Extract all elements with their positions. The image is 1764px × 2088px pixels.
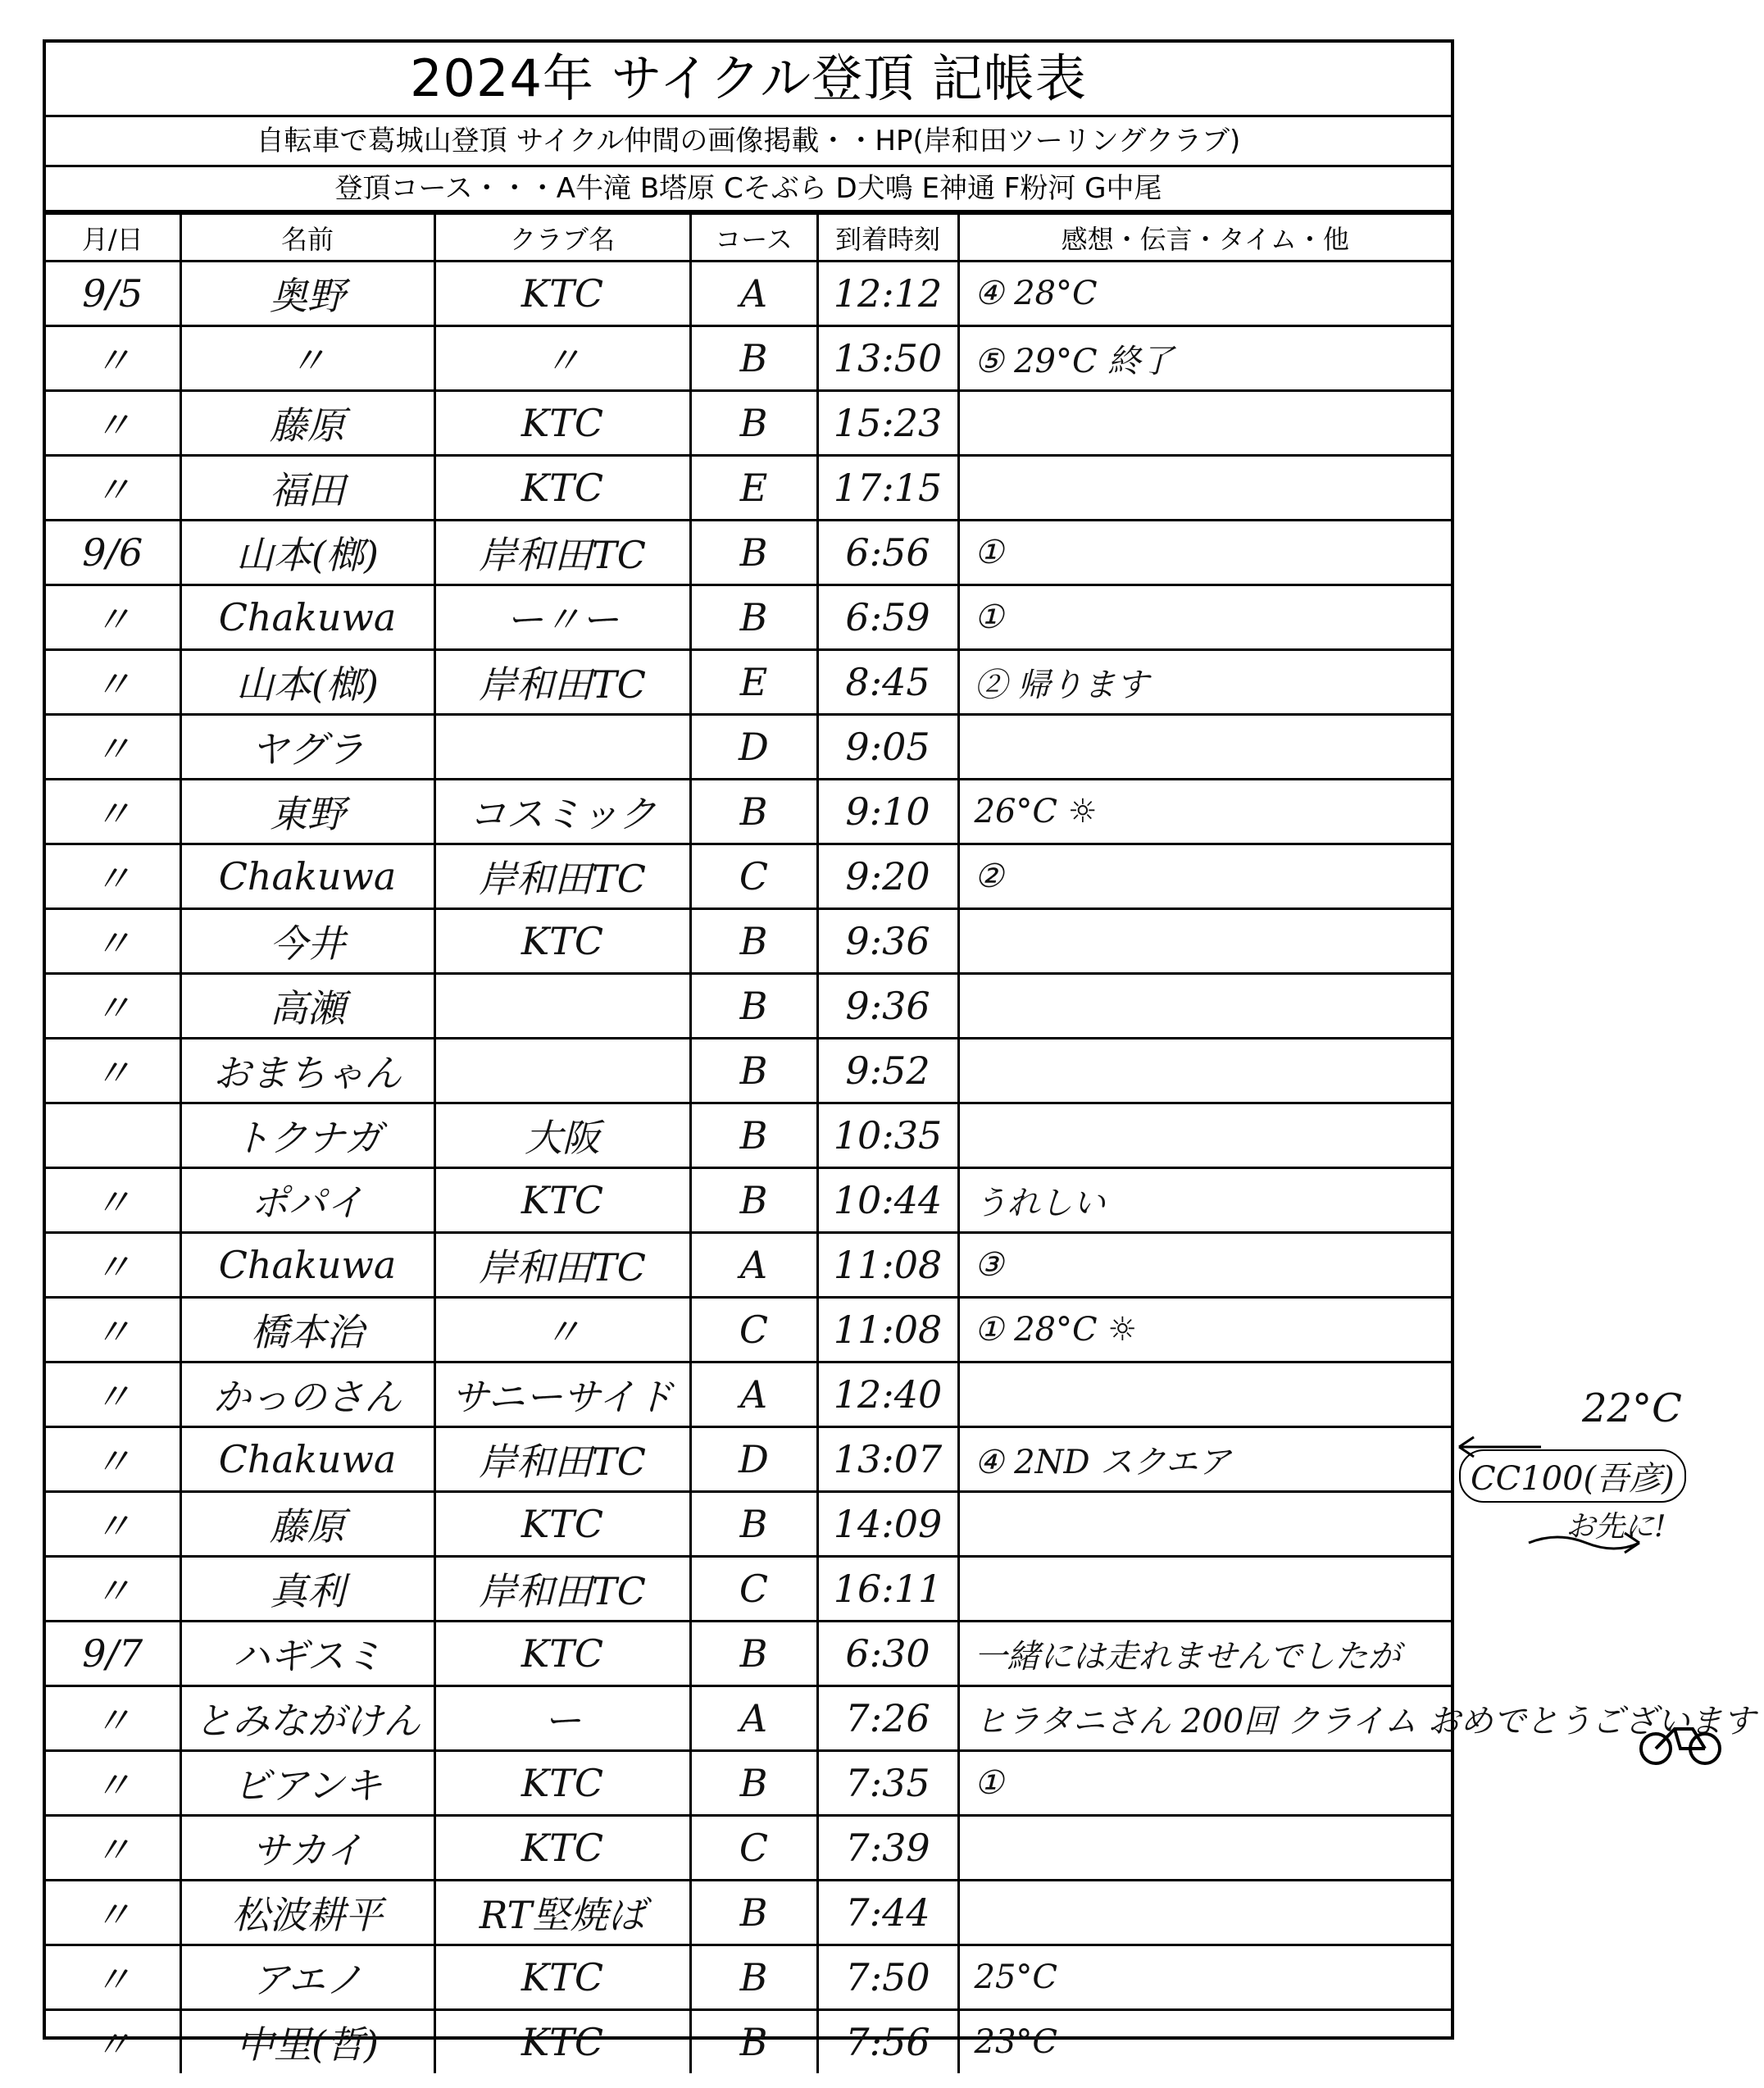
table-header-row <box>46 214 1451 262</box>
date-cell: 〃 <box>46 1686 180 1751</box>
note-cell: ① <box>958 1751 1451 1816</box>
page-title: 2024年 サイクル登頂 記帳表 <box>46 43 1451 117</box>
course-cell: B <box>690 521 817 585</box>
table-row <box>46 391 1451 456</box>
time-cell: 7:44 <box>817 1881 958 1945</box>
time-cell: 7:56 <box>817 2010 958 2074</box>
name-cell: かっのさん <box>180 1362 434 1427</box>
date-cell <box>46 1103 180 1168</box>
club-cell: KTC <box>434 1945 690 2010</box>
time-cell: 13:50 <box>817 326 958 391</box>
club-cell: 岸和田TC <box>434 844 690 909</box>
date-cell: 〃 <box>46 1492 180 1557</box>
table-row <box>46 1298 1451 1362</box>
club-cell: 岸和田TC <box>434 1427 690 1492</box>
time-cell: 11:08 <box>817 1233 958 1298</box>
name-cell: Chakuwa <box>180 1233 434 1298</box>
course-cell: B <box>690 391 817 456</box>
club-cell <box>434 1039 690 1103</box>
club-cell: ー <box>434 1686 690 1751</box>
table-row <box>46 521 1451 585</box>
time-cell: 13:07 <box>817 1427 958 1492</box>
date-cell: 〃 <box>46 1039 180 1103</box>
table-row <box>46 326 1451 391</box>
name-cell: ビアンキ <box>180 1751 434 1816</box>
date-cell: 〃 <box>46 2010 180 2074</box>
time-cell: 7:39 <box>817 1816 958 1881</box>
course-cell: A <box>690 1233 817 1298</box>
club-cell: KTC <box>434 456 690 521</box>
name-cell: 奥野 <box>180 262 434 326</box>
name-cell: ハギスミ <box>180 1622 434 1686</box>
margin-note-cc: CC100(吾彦) <box>1459 1449 1686 1503</box>
arrow-right-scribble <box>1525 1526 1648 1559</box>
course-legend: 登頂コース・・・A牛滝 B塔原 Cそぶら D犬鳴 E神通 F粉河 G中尾 <box>46 167 1451 212</box>
table-row <box>46 1168 1451 1233</box>
club-cell: KTC <box>434 1816 690 1881</box>
col-club-header: クラブ名 <box>434 214 690 262</box>
date-cell: 〃 <box>46 909 180 974</box>
name-cell: サカイ <box>180 1816 434 1881</box>
note-cell <box>958 1492 1451 1557</box>
course-cell: B <box>690 585 817 650</box>
date-cell: 〃 <box>46 1816 180 1881</box>
note-cell <box>958 1103 1451 1168</box>
table-row <box>46 1945 1451 2010</box>
course-cell: A <box>690 1362 817 1427</box>
name-cell: Chakuwa <box>180 585 434 650</box>
club-cell: 大阪 <box>434 1103 690 1168</box>
table-row <box>46 780 1451 844</box>
club-cell: KTC <box>434 391 690 456</box>
time-cell: 6:59 <box>817 585 958 650</box>
club-cell: 〃 <box>434 326 690 391</box>
note-cell: ② 帰ります <box>958 650 1451 715</box>
date-cell: 〃 <box>46 650 180 715</box>
date-cell: 〃 <box>46 1751 180 1816</box>
club-cell <box>434 715 690 780</box>
name-cell: トクナガ <box>180 1103 434 1168</box>
date-cell: 〃 <box>46 326 180 391</box>
name-cell: 福田 <box>180 456 434 521</box>
note-cell: 23°C <box>958 2010 1451 2074</box>
table-row <box>46 974 1451 1039</box>
note-cell: ④ 2ND スクエア <box>958 1427 1451 1492</box>
table-row <box>46 1492 1451 1557</box>
table-row <box>46 262 1451 326</box>
time-cell: 9:10 <box>817 780 958 844</box>
name-cell: Chakuwa <box>180 844 434 909</box>
note-cell <box>958 974 1451 1039</box>
club-cell: 岸和田TC <box>434 1557 690 1622</box>
date-cell: 〃 <box>46 1168 180 1233</box>
col-note-header: 感想・伝言・タイム・他 <box>958 214 1451 262</box>
time-cell: 9:05 <box>817 715 958 780</box>
club-cell: KTC <box>434 2010 690 2074</box>
note-cell: ① <box>958 521 1451 585</box>
table-row <box>46 844 1451 909</box>
date-cell: 〃 <box>46 585 180 650</box>
club-cell: 岸和田TC <box>434 521 690 585</box>
course-cell: B <box>690 1622 817 1686</box>
table-row <box>46 1816 1451 1881</box>
note-cell: ① 28°C ☼ <box>958 1298 1451 1362</box>
course-cell: B <box>690 780 817 844</box>
date-cell: 9/5 <box>46 262 180 326</box>
date-cell: 〃 <box>46 1557 180 1622</box>
note-cell: ② <box>958 844 1451 909</box>
name-cell: 松波耕平 <box>180 1881 434 1945</box>
club-cell: KTC <box>434 1622 690 1686</box>
name-cell: 橋本治 <box>180 1298 434 1362</box>
course-cell: C <box>690 844 817 909</box>
date-cell: 〃 <box>46 1881 180 1945</box>
course-cell: B <box>690 1039 817 1103</box>
time-cell: 7:50 <box>817 1945 958 2010</box>
note-cell <box>958 1557 1451 1622</box>
name-cell: 高瀬 <box>180 974 434 1039</box>
table-row <box>46 1751 1451 1816</box>
club-cell: 〃 <box>434 1298 690 1362</box>
name-cell: Chakuwa <box>180 1427 434 1492</box>
note-cell: 26°C ☼ <box>958 780 1451 844</box>
time-cell: 7:35 <box>817 1751 958 1816</box>
table-row <box>46 585 1451 650</box>
note-cell <box>958 909 1451 974</box>
name-cell: 東野 <box>180 780 434 844</box>
time-cell: 7:26 <box>817 1686 958 1751</box>
date-cell: 9/7 <box>46 1622 180 1686</box>
name-cell: 中里(哲) <box>180 2010 434 2074</box>
club-cell: 岸和田TC <box>434 1233 690 1298</box>
table-row <box>46 2010 1451 2074</box>
course-cell: C <box>690 1816 817 1881</box>
note-cell <box>958 391 1451 456</box>
time-cell: 14:09 <box>817 1492 958 1557</box>
time-cell: 9:20 <box>817 844 958 909</box>
date-cell: 〃 <box>46 1945 180 2010</box>
date-cell: 〃 <box>46 1427 180 1492</box>
course-cell: B <box>690 326 817 391</box>
note-cell: ③ <box>958 1233 1451 1298</box>
table-row <box>46 1427 1451 1492</box>
course-cell: E <box>690 456 817 521</box>
note-cell <box>958 1881 1451 1945</box>
club-cell: KTC <box>434 1751 690 1816</box>
course-cell: B <box>690 1492 817 1557</box>
note-cell: 25°C <box>958 1945 1451 2010</box>
name-cell: 山本(榔) <box>180 521 434 585</box>
date-cell: 9/6 <box>46 521 180 585</box>
date-cell: 〃 <box>46 974 180 1039</box>
time-cell: 17:15 <box>817 456 958 521</box>
col-name-header: 名前 <box>180 214 434 262</box>
course-cell: B <box>690 909 817 974</box>
course-cell: C <box>690 1298 817 1362</box>
margin-note-extra: お先に! <box>1566 1510 1666 1544</box>
name-cell: ポパイ <box>180 1168 434 1233</box>
date-cell: 〃 <box>46 1298 180 1362</box>
course-cell: A <box>690 1686 817 1751</box>
time-cell: 12:12 <box>817 262 958 326</box>
name-cell: 藤原 <box>180 1492 434 1557</box>
date-cell: 〃 <box>46 456 180 521</box>
club-cell: コスミック <box>434 780 690 844</box>
name-cell: ヤグラ <box>180 715 434 780</box>
note-cell: うれしい <box>958 1168 1451 1233</box>
time-cell: 16:11 <box>817 1557 958 1622</box>
table-row <box>46 1039 1451 1103</box>
course-cell: B <box>690 1881 817 1945</box>
club-cell: サニーサイド <box>434 1362 690 1427</box>
note-cell: ① <box>958 585 1451 650</box>
club-cell: KTC <box>434 1168 690 1233</box>
time-cell: 6:56 <box>817 521 958 585</box>
club-cell: ー〃ー <box>434 585 690 650</box>
note-cell: ⑤ 29°C 終了 <box>958 326 1451 391</box>
date-cell: 〃 <box>46 391 180 456</box>
course-cell: E <box>690 650 817 715</box>
time-cell: 10:35 <box>817 1103 958 1168</box>
note-cell: ④ 28°C <box>958 262 1451 326</box>
course-cell: B <box>690 1945 817 2010</box>
club-cell: RT堅焼ば <box>434 1881 690 1945</box>
table-row <box>46 1362 1451 1427</box>
time-cell: 10:44 <box>817 1168 958 1233</box>
col-course-header: コース <box>690 214 817 262</box>
name-cell: 真利 <box>180 1557 434 1622</box>
course-cell: D <box>690 715 817 780</box>
subtitle: 自転車で葛城山登頂 サイクル仲間の画像掲載・・HP(岸和田ツーリングクラブ) <box>46 117 1451 167</box>
name-cell: 今井 <box>180 909 434 974</box>
time-cell: 12:40 <box>817 1362 958 1427</box>
name-cell: とみながけん <box>180 1686 434 1751</box>
course-cell: D <box>690 1427 817 1492</box>
club-cell: KTC <box>434 1492 690 1557</box>
note-cell: ヒラタニさん 200回 クライム おめでとうございます <box>958 1686 1451 1751</box>
table-row <box>46 1622 1451 1686</box>
time-cell: 11:08 <box>817 1298 958 1362</box>
course-cell: C <box>690 1557 817 1622</box>
course-cell: B <box>690 1168 817 1233</box>
arrow-left-scribble <box>1451 1431 1549 1463</box>
col-time-header: 到着時刻 <box>817 214 958 262</box>
time-cell: 9:52 <box>817 1039 958 1103</box>
club-cell: KTC <box>434 262 690 326</box>
date-cell: 〃 <box>46 844 180 909</box>
bicycle-icon <box>1635 1717 1725 1767</box>
date-cell: 〃 <box>46 1233 180 1298</box>
course-cell: B <box>690 2010 817 2074</box>
time-cell: 9:36 <box>817 909 958 974</box>
table-row <box>46 1103 1451 1168</box>
name-cell: 藤原 <box>180 391 434 456</box>
club-cell: 岸和田TC <box>434 650 690 715</box>
time-cell: 15:23 <box>817 391 958 456</box>
table-row <box>46 1557 1451 1622</box>
club-cell <box>434 974 690 1039</box>
table-row <box>46 456 1451 521</box>
note-cell: 一緒には走れませんでしたが <box>958 1622 1451 1686</box>
table-row <box>46 1881 1451 1945</box>
date-cell: 〃 <box>46 1362 180 1427</box>
table-row <box>46 650 1451 715</box>
table-row <box>46 1233 1451 1298</box>
note-cell <box>958 1362 1451 1427</box>
time-cell: 6:30 <box>817 1622 958 1686</box>
table-row <box>46 715 1451 780</box>
note-cell <box>958 715 1451 780</box>
course-cell: A <box>690 262 817 326</box>
name-cell: アエノ <box>180 1945 434 2010</box>
time-cell: 8:45 <box>817 650 958 715</box>
table-row <box>46 909 1451 974</box>
date-cell: 〃 <box>46 780 180 844</box>
course-cell: B <box>690 974 817 1039</box>
club-cell: KTC <box>434 909 690 974</box>
table-row <box>46 1686 1451 1751</box>
course-cell: B <box>690 1751 817 1816</box>
name-cell: 山本(榔) <box>180 650 434 715</box>
time-cell: 9:36 <box>817 974 958 1039</box>
col-date-header: 月/日 <box>46 214 180 262</box>
margin-note-temp: 22°C <box>1582 1385 1682 1431</box>
note-cell <box>958 456 1451 521</box>
name-cell: おまちゃん <box>180 1039 434 1103</box>
note-cell <box>958 1039 1451 1103</box>
course-cell: B <box>690 1103 817 1168</box>
date-cell: 〃 <box>46 715 180 780</box>
name-cell: 〃 <box>180 326 434 391</box>
note-cell <box>958 1816 1451 1881</box>
